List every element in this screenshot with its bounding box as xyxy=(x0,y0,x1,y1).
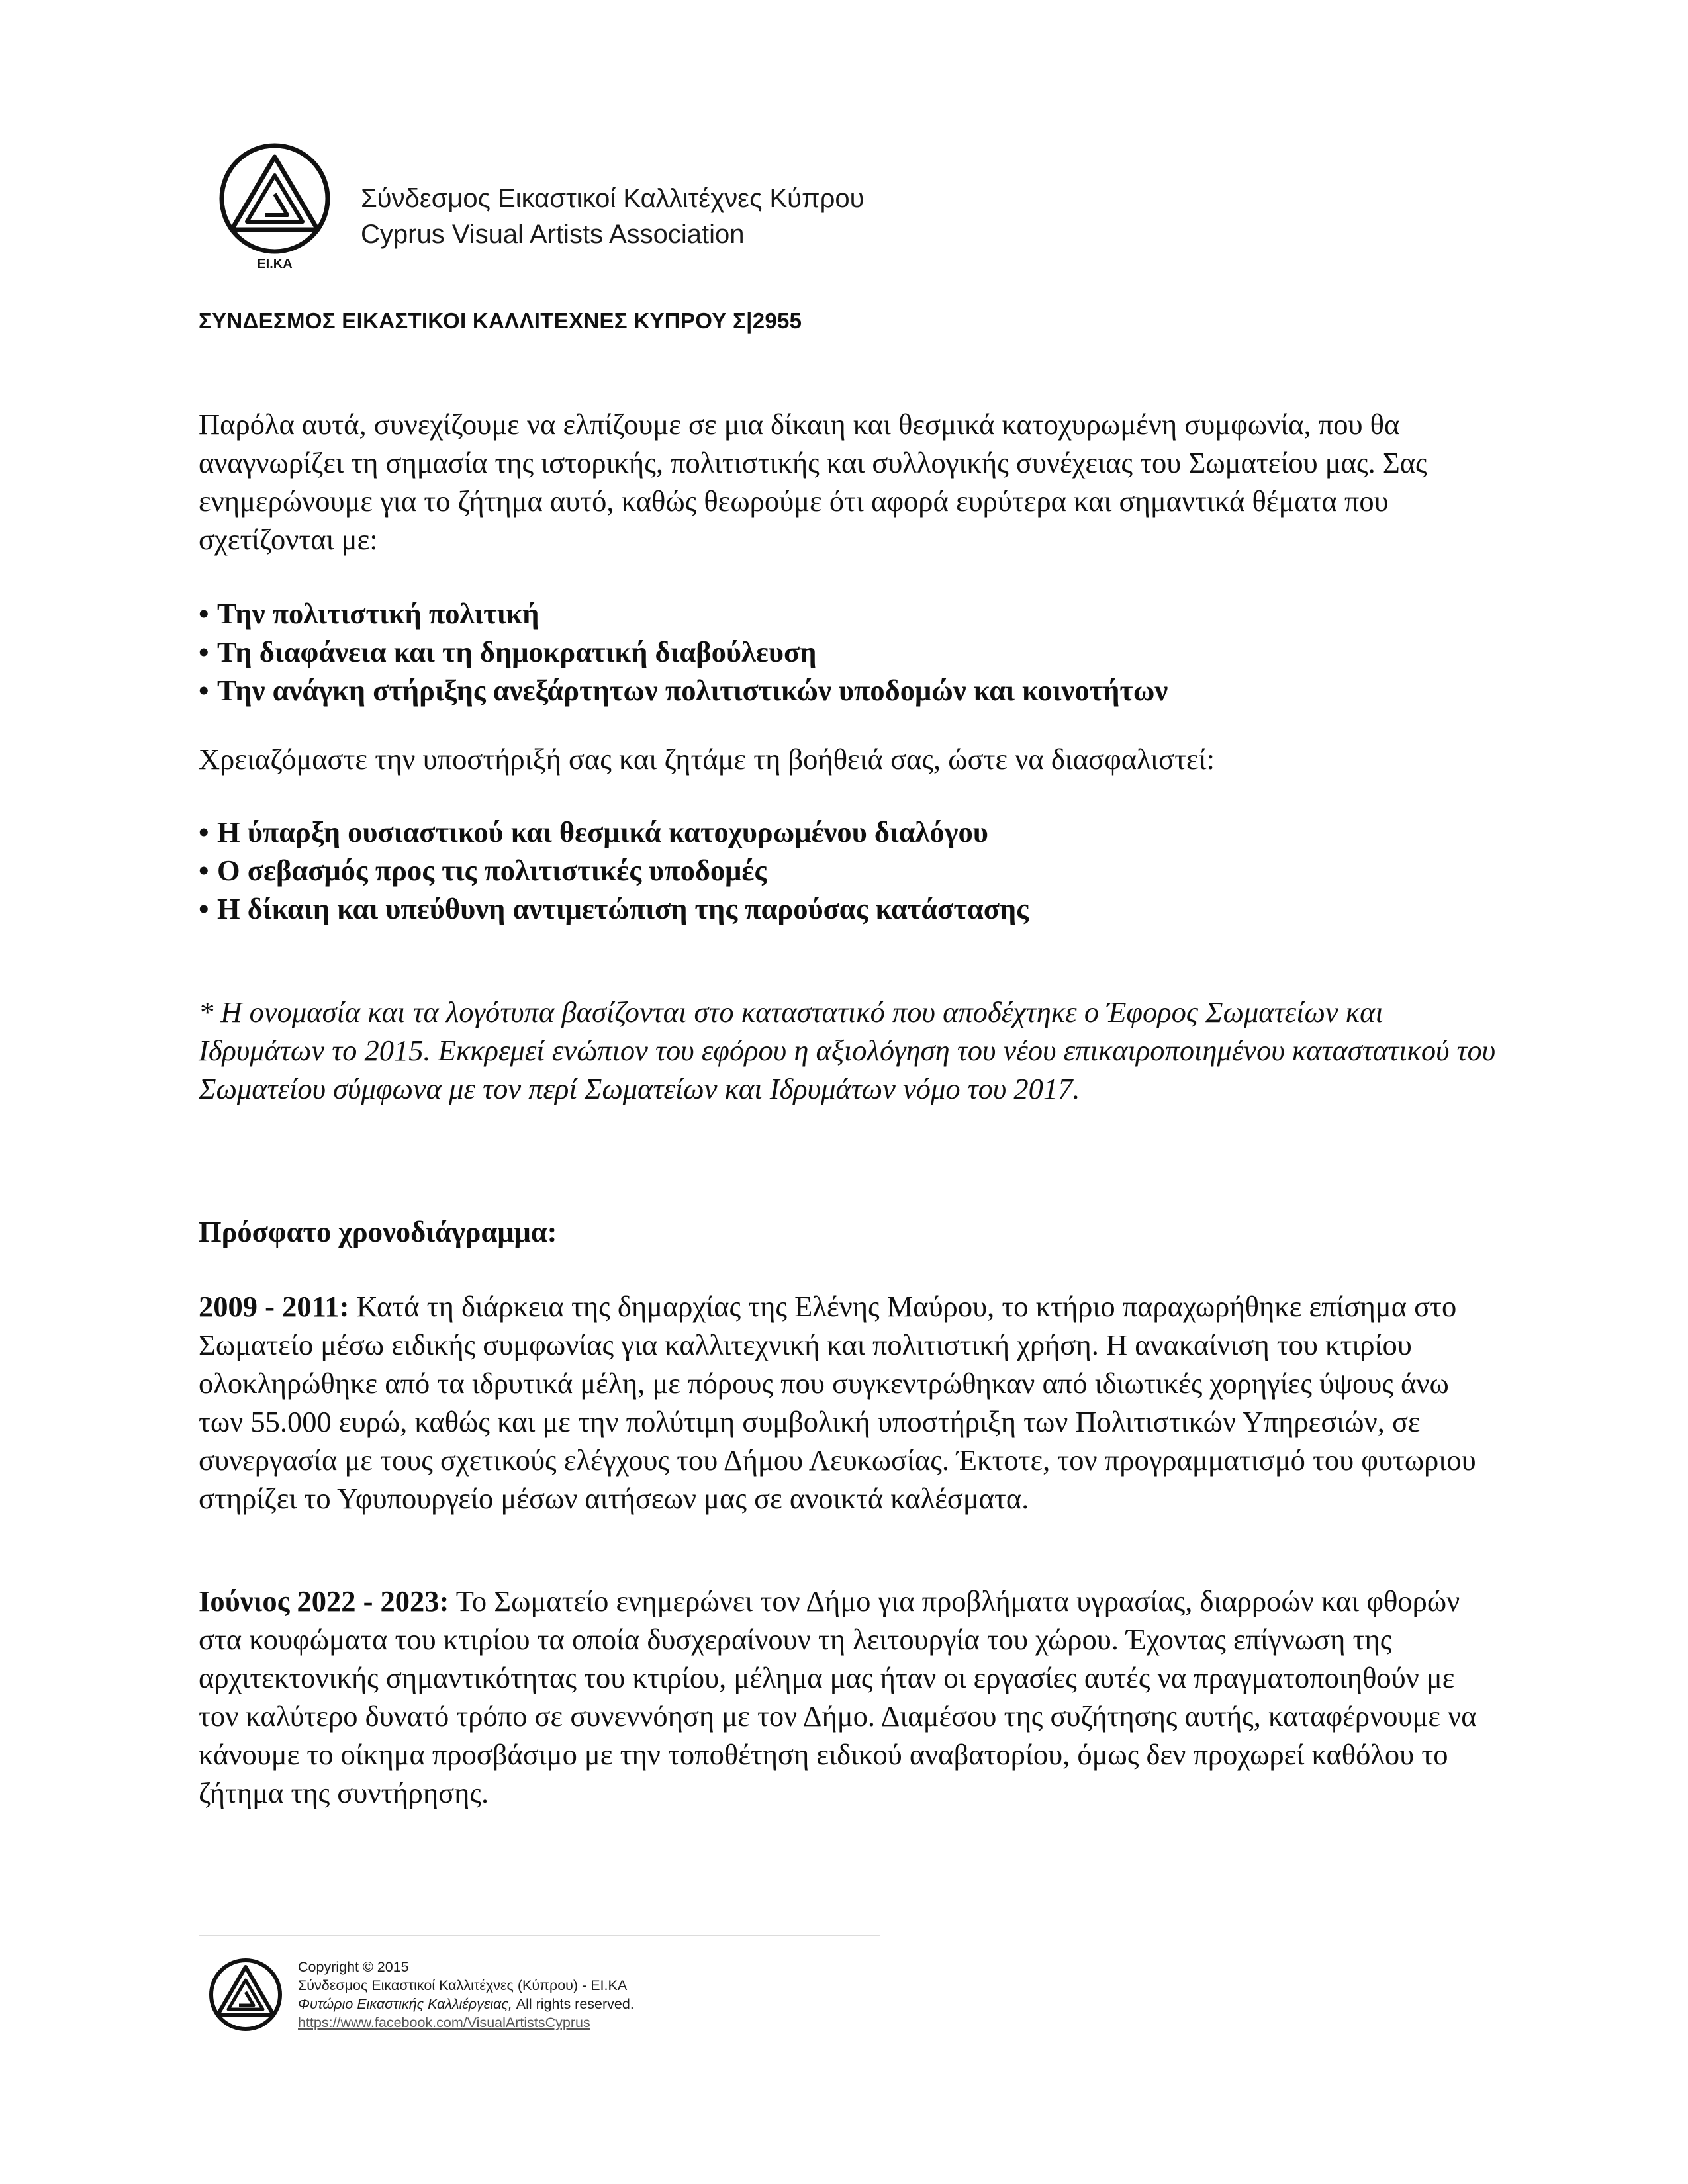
bullet: • xyxy=(199,892,209,925)
topics-list xyxy=(199,594,1496,709)
footer-logo xyxy=(209,1958,283,2032)
association-name-greek: Σύνδεσμος Εικαστικοί Καλλιτέχνες Κύπρου xyxy=(361,184,865,213)
timeline-entry-text: Κατά τη διάρκεια της δημαρχίας της Ελένης Μαύρου, το κτήριο παραχωρήθηκε επίσημα στο Σωματείο μέσω ειδικής συμφωνίας για καλλιτεχνική και πολιτιστική χρήση. Η ανακαίνιση του κτιρίου ολοκληρώθηκε από τα ιδρυτικά μέλη, με πόρους που συγκεντρώθηκαν από ιδιωτικές χορηγίες ύψους άνω των 55.000 ευρώ, καθώς και με την πολύτιμη συμβολική υποστήριξη των Πολιτιστικών Υπηρεσιών, σε συνεργασία με τους σχετικούς ελέγχους του Δήμου Λευκωσίας. Έκτοτε, τον προγραμματισμό του φυτωριου στηρίζει το Υφυπουργείο μέσων αιτήσεων μας σε ανοικτά καλέσματα. xyxy=(199,1290,1476,1515)
timeline-entry-text: Το Σωματείο ενημερώνει τον Δήμο για προβλήματα υγρασίας, διαρροών και φθορών στα κουφώματα του κτιρίου τα οποία δυσχεραίνουν τη λειτουργία του χώρου. Έχοντας επίγνωση της αρχιτεκτονικής σημαντικότητας του κτιρίου, μέλημα μας ήταν οι εργασίες αυτές να πραγματοποιηθούν με τον καλύτερο δυνατό τρόπο σε συνεννόηση με τον Δήμο. Διαμέσου της συζήτησης αυτής, καταφέρνουμε να κάνουμε το οίκημα προσβάσιμο με την τοποθέτηση ειδικού αναβατορίου, όμως δεν προχωρεί καθόλου το ζήτημα της συντήρησης. xyxy=(199,1584,1477,1809)
footer-organization: Σύνδεσμος Εικαστικοί Καλλιτέχνες (Κύπρου) - ΕΙ.ΚΑ xyxy=(298,1978,628,1993)
footer-text xyxy=(298,1958,634,2032)
facebook-link[interactable]: https://www.facebook.com/VisualArtistsCyprus xyxy=(298,2015,590,2030)
list-item: • Τη διαφάνεια και τη δημοκρατική διαβούλευση xyxy=(199,633,1496,671)
letterhead xyxy=(218,142,1013,281)
list-item: • Η ύπαρξη ουσιαστικού και θεσμικά κατοχυρωμένου διαλόγου xyxy=(199,813,1496,851)
timeline-entry xyxy=(199,1287,1496,1518)
footer-rights-italic: Φυτώριο Εικαστικής Καλλιέργειας, xyxy=(298,1996,512,2012)
list-item: • Την πολιτιστική πολιτική xyxy=(199,594,1496,633)
timeline-heading: Πρόσφατο χρονοδιάγραμμα: xyxy=(199,1215,557,1248)
timeline-entry-label: 2009 - 2011: xyxy=(199,1290,350,1323)
footer-divider xyxy=(199,1935,880,1936)
list-item: • Η δίκαιη και υπεύθυνη αντιμετώπιση της παρούσας κατάστασης xyxy=(199,889,1496,928)
bullet: • xyxy=(199,854,209,887)
association-names xyxy=(361,181,865,252)
bullet: • xyxy=(199,635,209,668)
list-item: • Την ανάγκη στήριξης ανεξάρτητων πολιτιστικών υποδομών και κοινοτήτων xyxy=(199,671,1496,709)
document-title: ΣΥΝΔΕΣΜΟΣ ΕΙΚΑΣΤΙΚΟΙ ΚΑΛΛΙΤΕΧΝΕΣ ΚΥΠΡΟΥ Σ|2955 xyxy=(199,308,802,333)
requests-list xyxy=(199,813,1496,928)
footer-rights-rest: All rights reserved. xyxy=(512,1996,634,2012)
bullet: • xyxy=(199,815,209,848)
footer-copyright: Copyright © 2015 xyxy=(298,1959,409,1975)
support-paragraph: Χρειαζόμαστε την υποστήριξή σας και ζητάμε τη βοήθειά σας, ώστε να διασφαλιστεί: xyxy=(199,743,1215,776)
timeline-entry xyxy=(199,1582,1496,1812)
statute-note: * Η ονομασία και τα λογότυπα βασίζονται στο καταστατικό που αποδέχτηκε ο Έφορος Σωματείων και Ιδρυμάτων το 2015. Εκκρεμεί ενώπιον του εφόρου η αξιολόγηση του νέου επικαιροποιημένου καταστατικού του Σωματείου σύμφωνα με τον περί Σωματείων και Ιδρυμάτων νόμο του 2017. xyxy=(199,995,1496,1105)
timeline-entry-label: Ιούνιος 2022 - 2023: xyxy=(199,1584,449,1617)
bullet: • xyxy=(199,674,209,707)
association-name-english: Cyprus Visual Artists Association xyxy=(361,220,745,249)
footer-rights xyxy=(298,1995,634,2013)
bullet: • xyxy=(199,597,209,630)
association-logo xyxy=(218,142,331,275)
logo-caption: EI.KA xyxy=(257,257,293,271)
list-item: • Ο σεβασμός προς τις πολιτιστικές υποδομές xyxy=(199,851,1496,889)
intro-paragraph: Παρόλα αυτά, συνεχίζουμε να ελπίζουμε σε μια δίκαιη και θεσμικά κατοχυρωμένη συμφωνία, που θα αναγνωρίζει τη σημασία της ιστορικής, πολιτιστικής και συλλογικής συνέχειας του Σωματείου μας. Σας ενημερώνουμε για το ζήτημα αυτό, καθώς θεωρούμε ότι αφορά ευρύτερα και σημαντικά θέματα που σχετίζονται με: xyxy=(199,408,1427,556)
